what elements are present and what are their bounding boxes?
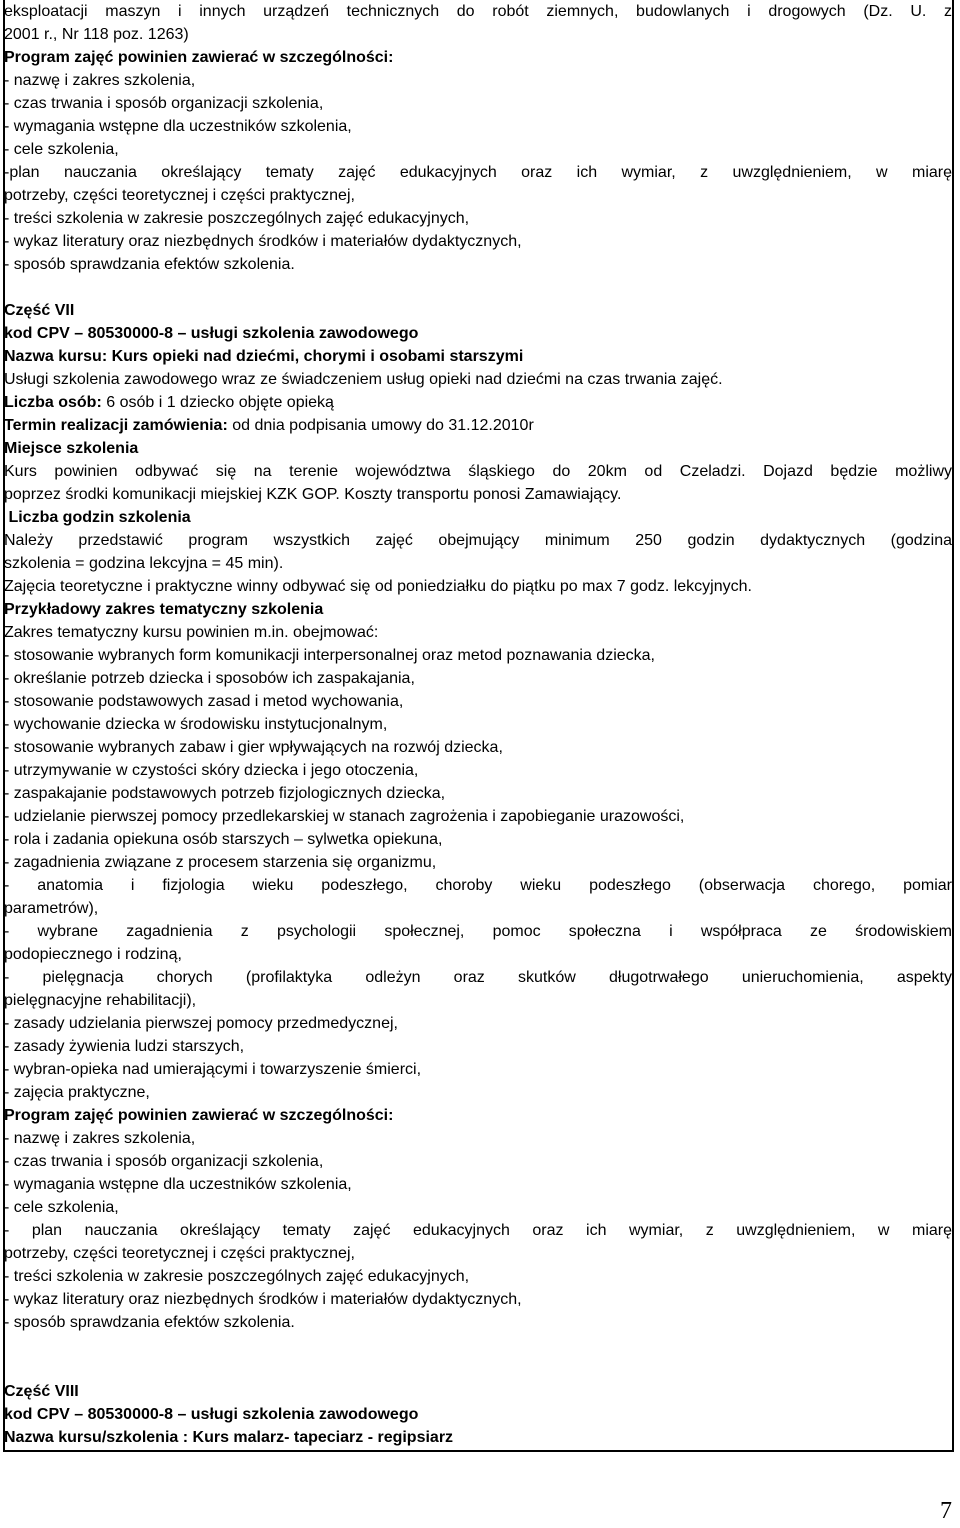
spacer — [4, 276, 952, 299]
list-item: - sposób sprawdzania efektów szkolenia. — [4, 1314, 295, 1331]
spacer — [4, 1334, 952, 1357]
hours-text: szkolenia = godzina lekcyjna = 45 min). — [4, 555, 284, 572]
list-item: - utrzymywanie w czystości skóry dziecka i jego otoczenia, — [4, 762, 419, 779]
list-item: - stosowanie wybranych form komunikacji interpersonalnej oraz metod poznawania dziecka, — [4, 647, 655, 664]
list-item: - zasady żywienia ludzi starszych, — [4, 1038, 245, 1055]
list-item: - pielęgnacja chorych (profilaktyka odleżyn oraz skutków długotrwałego unieruchomienia, aspekty — [4, 969, 952, 986]
place-heading: Miejsce szkolenia — [4, 440, 139, 457]
list-item: - nazwę i zakres szkolenia, — [4, 1130, 196, 1147]
list-item: - czas trwania i sposób organizacji szkolenia, — [4, 1153, 324, 1170]
program-heading: Program zajęć powinien zawierać w szczególności: — [4, 49, 394, 66]
page-number: 7 — [940, 1498, 952, 1524]
list-item: - treści szkolenia w zakresie poszczególnych zajęć edukacyjnych, — [4, 210, 470, 227]
cpv-code: kod CPV – 80530000-8 – usługi szkolenia zawodowego — [4, 1406, 419, 1423]
list-item: - zajęcia praktyczne, — [4, 1084, 150, 1101]
persons-value: 6 osób i 1 dziecko objęte opieką — [101, 394, 334, 411]
list-item: potrzeby, części teoretycznej i części praktycznej, — [4, 1245, 355, 1262]
scope-intro: Zakres tematyczny kursu powinien m.in. obejmować: — [4, 624, 379, 641]
list-item: - plan nauczania określający tematy zajęć edukacyjnych oraz ich wymiar, z uwzględnieniem, w miarę — [4, 1222, 952, 1239]
hours-heading: Liczba godzin szkolenia — [4, 509, 191, 526]
list-item: - określanie potrzeb dziecka i sposobów ich zaspakajania, — [4, 670, 415, 687]
list-item: - nazwę i zakres szkolenia, — [4, 72, 196, 89]
list-item: - zagadnienia związane z procesem starzenia się organizmu, — [4, 854, 437, 871]
list-item: - udzielanie pierwszej pomocy przedlekarskiej w stanach zagrożenia i zapobieganie urazowości, — [4, 808, 685, 825]
list-item: - wykaz literatury oraz niezbędnych środków i materiałów dydaktycznych, — [4, 233, 522, 250]
list-item: -plan nauczania określający tematy zajęć edukacyjnych oraz ich wymiar, z uwzględnieniem, w miarę — [4, 164, 952, 181]
list-item: - zaspakajanie podstawowych potrzeb fizjologicznych dziecka, — [4, 785, 446, 802]
list-item: - wybran-opieka nad umierającymi i towarzyszenie śmierci, — [4, 1061, 422, 1078]
list-item: potrzeby, części teoretycznej i części praktycznej, — [4, 187, 355, 204]
list-item: - wybrane zagadnienia z psychologii społecznej, pomoc społeczna i współpraca ze środowiskiem — [4, 923, 952, 940]
list-item: - cele szkolenia, — [4, 141, 119, 158]
persons-label: Liczba osób: — [4, 394, 102, 411]
place-text: poprzez środki komunikacji miejskiej KZK GOP. Koszty transportu ponosi Zamawiający. — [4, 486, 622, 503]
list-item: - zasady udzielania pierwszej pomocy przedmedycznej, — [4, 1015, 398, 1032]
list-item: - rola i zadania opiekuna osób starszych – sylwetka opiekuna, — [4, 831, 443, 848]
spacer — [4, 1357, 952, 1380]
course-name: Nazwa kursu/szkolenia : Kurs malarz- tapeciarz - regipsiarz — [4, 1429, 454, 1446]
list-item: - wychowanie dziecka w środowisku instytucjonalnym, — [4, 716, 388, 733]
list-item: - wymagania wstępne dla uczestników szkolenia, — [4, 1176, 352, 1193]
cpv-code: kod CPV – 80530000-8 – usługi szkolenia zawodowego — [4, 325, 419, 342]
persons-count — [4, 391, 952, 414]
course-name: Nazwa kursu: Kurs opieki nad dziećmi, chorymi i osobami starszymi — [4, 348, 524, 365]
list-item: podopiecznego i rodziną, — [4, 946, 182, 963]
term-value: od dnia podpisania umowy do 31.12.2010r — [227, 417, 534, 434]
hours-text: Należy przedstawić program wszystkich zajęć obejmujący minimum 250 godzin dydaktycznych (godzina — [4, 532, 952, 549]
document-body — [4, 0, 952, 1449]
list-item: - czas trwania i sposób organizacji szkolenia, — [4, 95, 324, 112]
intro-line-1: eksploatacji maszyn i innych urządzeń technicznych do robót ziemnych, budowlanych i drogowych (Dz. U. z — [4, 3, 952, 20]
list-item: - stosowanie podstawowych zasad i metod wychowania, — [4, 693, 404, 710]
place-text: Kurs powinien odbywać się na terenie województwa śląskiego do 20km od Czeladzi. Dojazd będzie możliwy — [4, 463, 952, 480]
list-item: - cele szkolenia, — [4, 1199, 119, 1216]
term — [4, 414, 952, 437]
list-item: - wykaz literatury oraz niezbędnych środków i materiałów dydaktycznych, — [4, 1291, 522, 1308]
list-item: pielęgnacyjne rehabilitacji), — [4, 992, 197, 1009]
list-item: - anatomia i fizjologia wieku podeszłego, choroby wieku podeszłego (obserwacja chorego, pomiar — [4, 877, 952, 894]
list-item: - treści szkolenia w zakresie poszczególnych zajęć edukacyjnych, — [4, 1268, 470, 1285]
list-item: - wymagania wstępne dla uczestników szkolenia, — [4, 118, 352, 135]
list-item: - stosowanie wybranych zabaw i gier wpływających na rozwój dziecka, — [4, 739, 503, 756]
scope-heading: Przykładowy zakres tematyczny szkolenia — [4, 601, 324, 618]
schedule-text: Zajęcia teoretyczne i praktyczne winny odbywać się od poniedziałku do piątku po max 7 godz. lekcyjnych. — [4, 578, 752, 595]
list-item: - sposób sprawdzania efektów szkolenia. — [4, 256, 295, 273]
services-description: Usługi szkolenia zawodowego wraz ze świadczeniem usług opieki nad dziećmi na czas trwania zajęć. — [4, 371, 723, 388]
part-title: Część VII — [4, 302, 75, 319]
intro-line-2: 2001 r., Nr 118 poz. 1263) — [4, 26, 189, 43]
part-title: Część VIII — [4, 1383, 79, 1400]
program-heading: Program zajęć powinien zawierać w szczególności: — [4, 1107, 394, 1124]
term-label: Termin realizacji zamówienia: — [4, 417, 228, 434]
list-item: parametrów), — [4, 900, 99, 917]
